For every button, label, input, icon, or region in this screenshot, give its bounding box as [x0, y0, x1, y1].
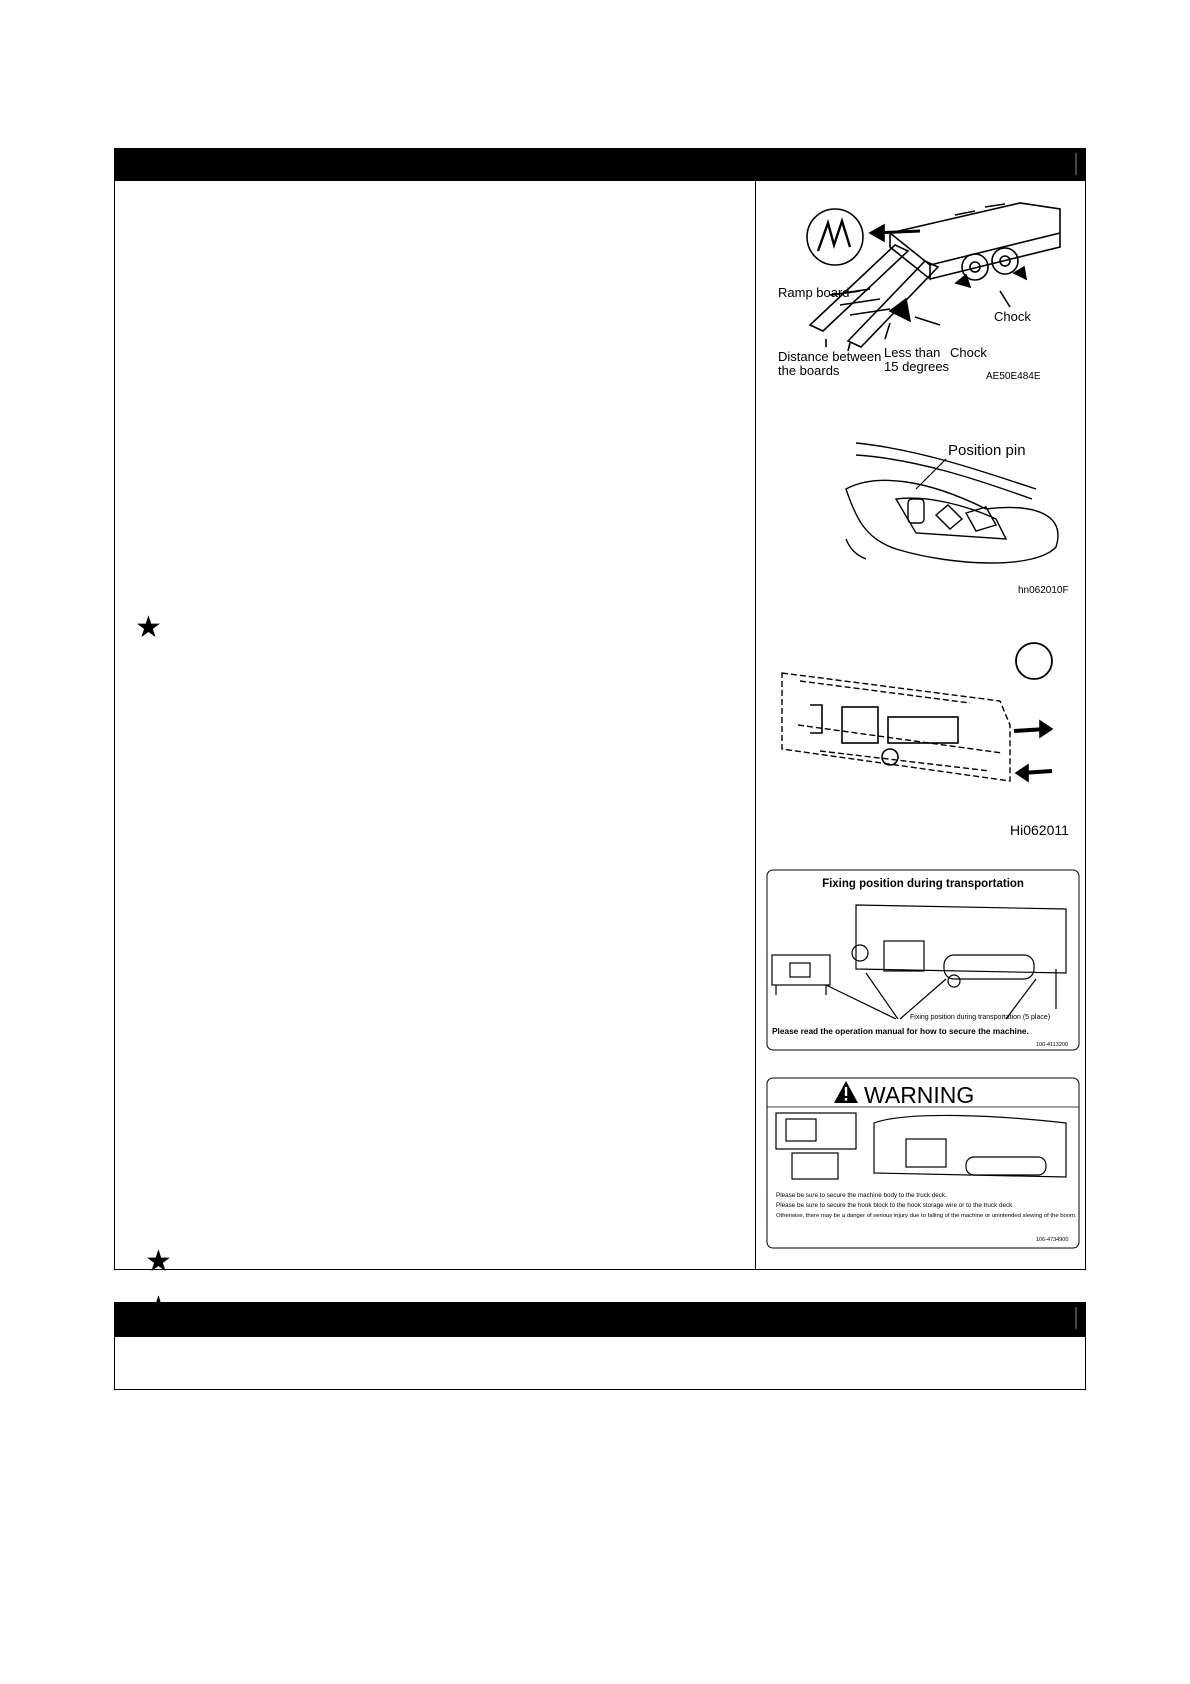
warning-line-1: Please be sure to secure the machine body to the truck deck. — [776, 1192, 947, 1199]
fixing-callout: Fixing position during transportation (5 place) — [910, 1014, 1051, 1021]
fixing-part-no: 106-4113200 — [1036, 1042, 1069, 1048]
position-pin-label: Position pin — [948, 442, 1026, 459]
warning-label — [766, 1077, 1080, 1249]
distance-label-1: Distance between — [778, 349, 882, 364]
fixing-position-decal — [766, 869, 1080, 1051]
fixing-position-label — [766, 869, 1080, 1051]
ramp-board-label: Ramp board — [778, 285, 850, 300]
warning-part-no: 106-4734900 — [1036, 1237, 1069, 1243]
figure-column — [756, 181, 1085, 1269]
second-header-notch — [1075, 1307, 1077, 1329]
fixing-footer: Please read the operation manual for how to secure the machine. — [772, 1026, 1029, 1036]
transport-section — [114, 148, 1086, 1278]
ramp-figure — [770, 195, 1070, 385]
position-pin-code: hn062010F — [1018, 585, 1069, 596]
section-header-bar — [115, 149, 1085, 181]
callout-circle — [1016, 643, 1052, 679]
warning-title: WARNING — [864, 1082, 975, 1108]
position-pin-illustration — [836, 429, 1076, 599]
chock-right-label: Chock — [994, 309, 1031, 324]
less-than-label-1: Less than — [884, 345, 941, 360]
boom-figure — [770, 621, 1070, 841]
second-section-header-bar — [115, 1303, 1085, 1337]
fixing-title: Fixing position during transportation — [822, 878, 1024, 890]
less-than-label-2: 15 degrees — [884, 359, 950, 374]
chock-mid-label: Chock — [950, 345, 987, 360]
warning-line-2: Please be sure to secure the hook block to the hook storage wire or to the truck deck — [776, 1202, 1013, 1209]
position-pin-figure — [836, 429, 1076, 599]
second-section — [114, 1302, 1086, 1390]
ramp-illustration — [770, 195, 1070, 385]
boom-figure-code: Hi062011 — [1010, 822, 1069, 838]
star-marker-2: ★ — [145, 1245, 172, 1278]
star-marker-1: ★ — [135, 611, 162, 644]
warning-line-3: Otherwise, there may be a danger of serious injury due to falling of the machine or unintended slewing of the boom. — [776, 1213, 1077, 1219]
header-notch — [1075, 153, 1077, 175]
warning-decal — [766, 1077, 1080, 1249]
instruction-column — [115, 181, 755, 1278]
distance-label-2: the boards — [778, 363, 840, 378]
boom-illustration — [770, 621, 1070, 841]
ramp-figure-code: AE50E484E — [986, 371, 1041, 382]
